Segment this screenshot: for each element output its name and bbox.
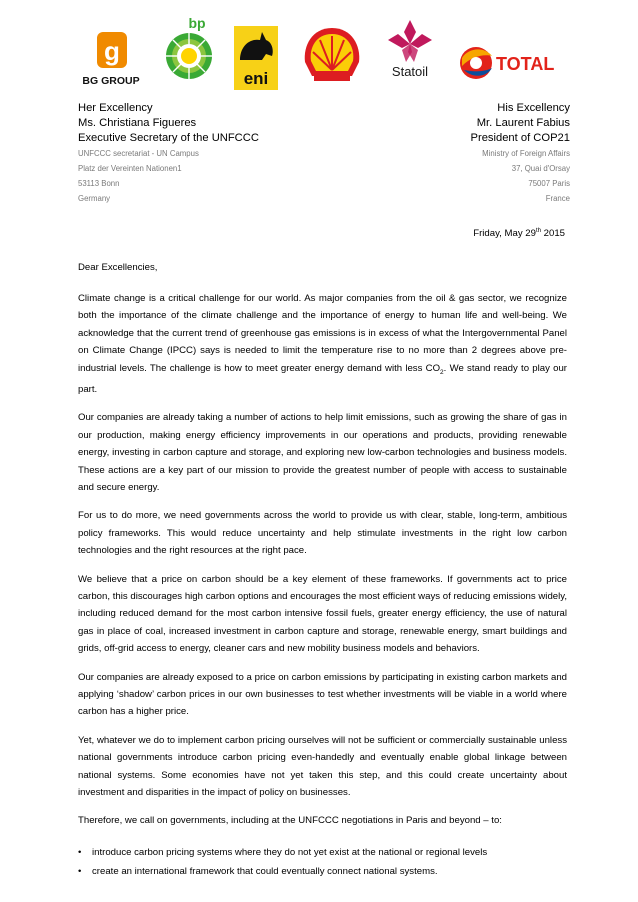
eni-logo-text: eni bbox=[243, 69, 269, 88]
right-role: President of COP21 bbox=[470, 132, 570, 144]
recipient-left bbox=[78, 101, 259, 206]
left-address-1: UNFCCC secretariat - UN Campus bbox=[78, 149, 199, 158]
eni-logo bbox=[232, 26, 282, 92]
paragraph-5: Our companies are already exposed to a price on carbon emissions by participating in existing carbon markets and applying ‘shadow’ carbon prices in our own businesses to test whether investments will be viable in a world where carbon has a higher price. bbox=[78, 671, 567, 718]
recipient-right bbox=[471, 101, 571, 206]
right-address-4: France bbox=[545, 194, 570, 203]
statoil-logo bbox=[378, 18, 442, 80]
date-year: 2015 bbox=[540, 228, 565, 240]
svg-text:g: g bbox=[104, 36, 120, 66]
salutation: Dear Excellencies, bbox=[78, 262, 158, 273]
left-name: Ms. Christiana Figueres bbox=[78, 117, 197, 129]
right-title: His Excellency bbox=[497, 102, 570, 114]
right-address-2: 37, Quai d'Orsay bbox=[511, 164, 570, 173]
left-title: Her Excellency bbox=[78, 102, 153, 114]
bg-group-logo bbox=[80, 28, 142, 92]
bp-logo-text: bp bbox=[188, 15, 206, 31]
letter-date bbox=[473, 228, 565, 239]
bp-logo bbox=[163, 12, 219, 82]
company-logos bbox=[80, 10, 575, 92]
right-name: Mr. Laurent Fabius bbox=[476, 117, 570, 129]
paragraph-2: Our companies are already taking a number of actions to help limit emissions, such as growing the share of gas in our production, making energy efficiency improvements in our operations and products, providing renewable energy, investing in carbon capture and storage, and exploring new low-carbon technologies and business models. These actions are a key part of our mission to provide the greatest number of people with access to sustainable and secure energy. bbox=[78, 412, 567, 493]
paragraph-1 bbox=[78, 290, 567, 398]
co2-subscript: 2 bbox=[440, 368, 444, 376]
letter-body bbox=[78, 290, 567, 841]
total-logo bbox=[458, 40, 576, 86]
bullet-item-2: • create an international framework that could eventually connect national systems. bbox=[78, 862, 567, 881]
bullet-item-1: • introduce carbon pricing systems where they do not yet exist at the national or regional levels bbox=[78, 843, 567, 862]
paragraph-6: Yet, whatever we do to implement carbon pricing ourselves will not be sufficient or commercially sustainable unless national governments introduce carbon pricing even-handedly and eventually enable global linkage between national systems. Some economies have not yet taken this step, and this could create uncertainty about investment and disparities in the impact of policy on businesses. bbox=[78, 734, 567, 799]
date-suffix: th bbox=[535, 228, 541, 234]
right-address-1: Ministry of Foreign Affairs bbox=[482, 149, 570, 158]
paragraph-4: We believe that a price on carbon should be a key element of these frameworks. If governments act to price carbon, this discourages high carbon options and encourages the most efficient ways of reducing emissions widely, including reduced demand for the most carbon intensive fossil fuels, greater energy efficiency, the use of natural gas in place of coal, increased investment in carbon capture and storage, renewable energy, smart buildings and grids, off-grid access to energy, cleaner cars and new mobility business models and behaviors. bbox=[78, 573, 567, 655]
paragraph-1-tail: . We stand ready to play our part. bbox=[78, 362, 567, 395]
paragraph-1-text: Climate change is a critical challenge for our world. As major companies from the oil & gas sector, we recognize both the importance of the climate challenge and the importance of energy to human life and well-being. We acknowledge that the current trend of greenhouse gas emissions is in excess of what the Intergovernmental Panel on Climate Change (IPCC) says is needed to limit the temperature rise to no more than 2 degrees above pre-industrial levels. The challenge is how to meet greater energy demand with less CO bbox=[78, 293, 567, 374]
bullet-list bbox=[78, 843, 567, 881]
left-address-2: Platz der Vereinten Nationen1 bbox=[78, 164, 182, 173]
date-prefix: Friday, May 29 bbox=[473, 228, 536, 240]
shell-logo bbox=[300, 24, 364, 86]
left-address-3: 53113 Bonn bbox=[78, 179, 120, 188]
left-role: Executive Secretary of the UNFCCC bbox=[78, 132, 259, 144]
paragraph-7: Therefore, we call on governments, including at the UNFCCC negotiations in Paris and beyond – to: bbox=[78, 815, 502, 827]
statoil-logo-text: Statoil bbox=[391, 64, 429, 79]
left-address-4: Germany bbox=[78, 194, 111, 203]
total-logo-text: TOTAL bbox=[496, 54, 555, 74]
right-address-3: 75007 Paris bbox=[528, 179, 570, 188]
paragraph-3: For us to do more, we need governments across the world to provide us with clear, stable, long-term, ambitious policy frameworks. This would reduce uncertainty and help stimulate investments in the right low carbon technologies and the right resources at the right pace. bbox=[78, 510, 567, 557]
bg-logo-text: BG GROUP bbox=[82, 75, 140, 87]
